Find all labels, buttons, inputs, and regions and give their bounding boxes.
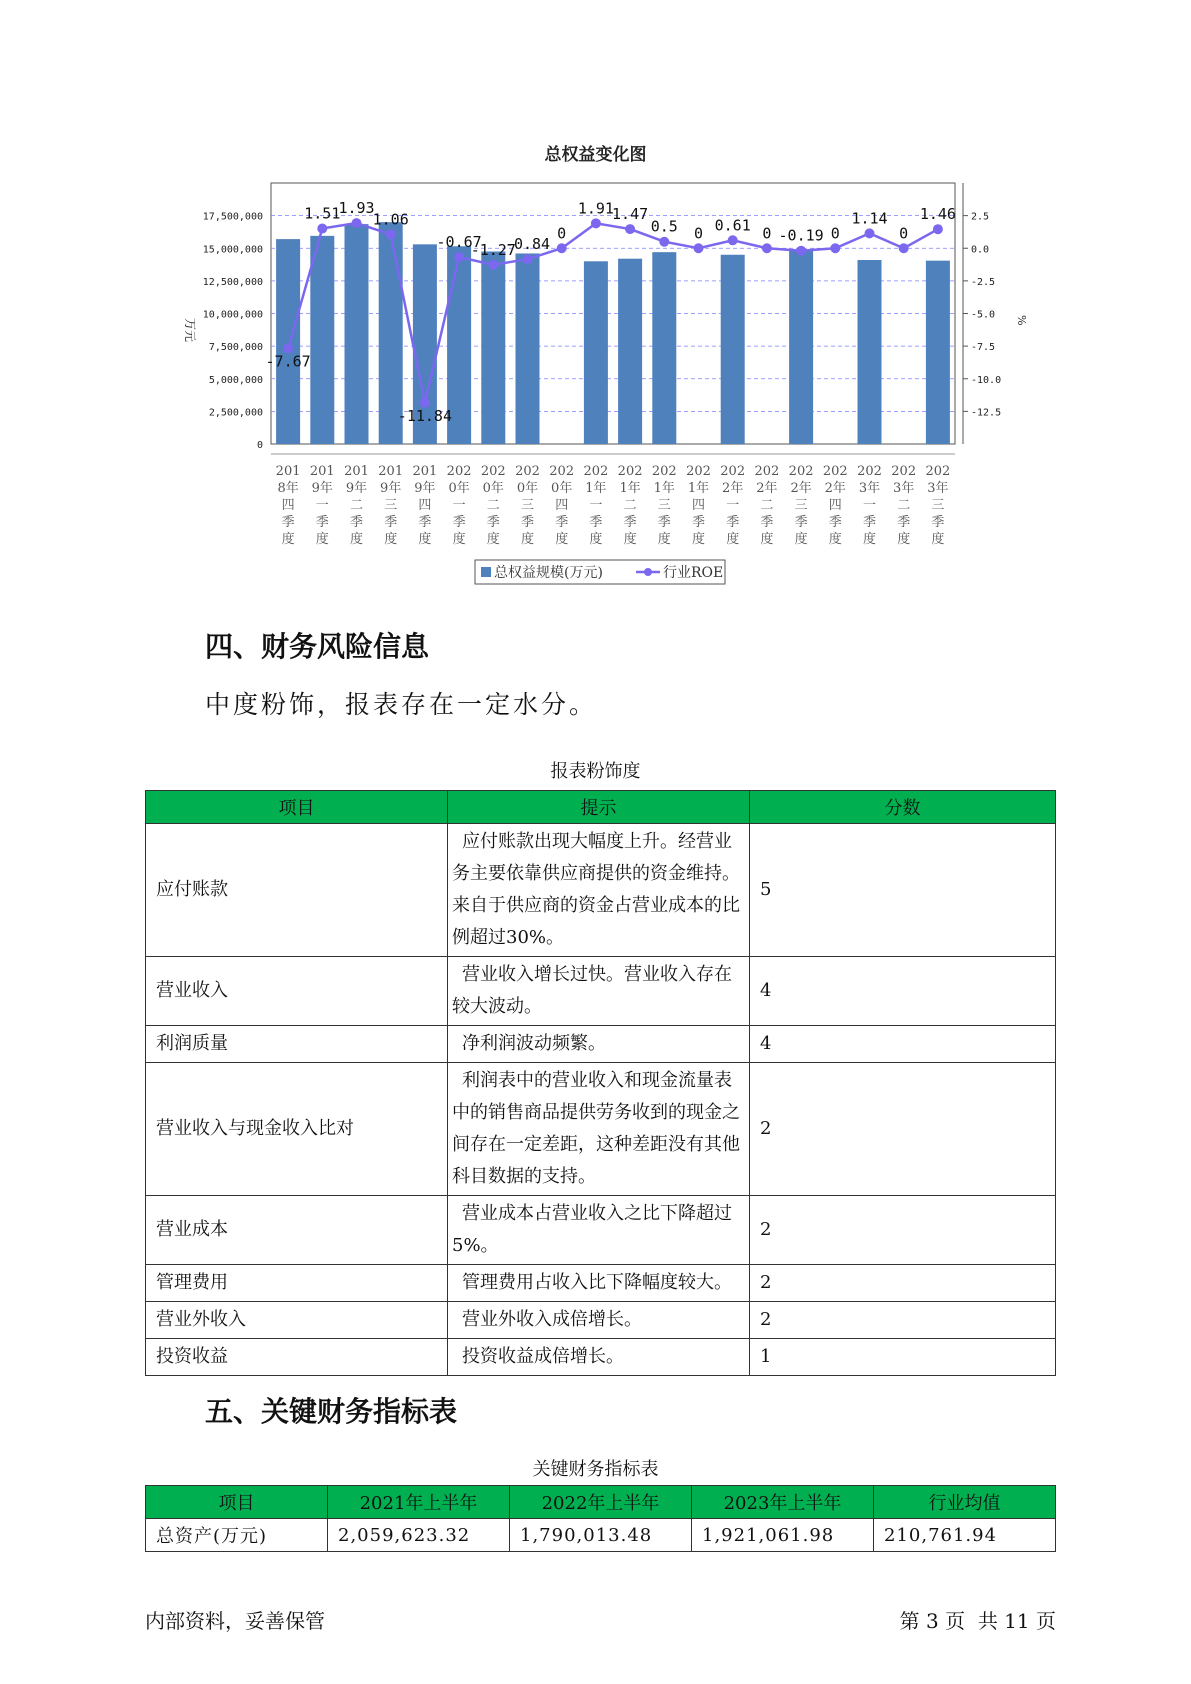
legend-line-label: 行业ROE [663, 565, 724, 581]
x-tick-label: 二 [897, 498, 911, 513]
x-tick-label: 201 [344, 464, 369, 479]
roe-point [865, 228, 875, 238]
bar [345, 224, 369, 444]
x-tick-label: 3年 [927, 481, 949, 496]
x-tick-label: 8年 [277, 481, 299, 496]
row-hint: 利润表中的营业收入和现金流量表中的销售商品提供劳务收到的现金之间存在一定差距，这种差距没有其他科目数据的支持。 [448, 1063, 750, 1196]
table-header-row [146, 1486, 1056, 1519]
x-tick-label: 度 [315, 532, 329, 547]
x-tick-label: 202 [651, 464, 677, 479]
row-item: 总资产(万元) [146, 1519, 328, 1552]
roe-data-label: -7.67 [265, 352, 311, 371]
table-row [146, 1063, 1056, 1196]
x-tick-label: 度 [897, 532, 911, 547]
y-tick-label: 0 [256, 440, 263, 451]
roe-point [728, 235, 738, 245]
roe-point [659, 237, 669, 247]
row-score: 4 [750, 957, 1056, 1026]
y2-tick-label: -2.5 [971, 276, 996, 288]
row-hint: 净利润波动频繁。 [448, 1026, 750, 1063]
bar [516, 253, 540, 444]
roe-point [317, 224, 327, 234]
bar [276, 239, 300, 444]
x-tick-label: 季 [520, 515, 535, 530]
roe-point [625, 224, 635, 234]
x-tick-label: 三 [520, 498, 535, 513]
row-item: 营业外收入 [146, 1302, 448, 1339]
y2-tick-label: -7.5 [971, 342, 996, 354]
x-tick-label: 季 [349, 515, 364, 530]
row-hint: 投资收益成倍增长。 [448, 1339, 750, 1376]
x-tick-label: 9年 [345, 481, 368, 496]
section5-title: 五、关键财务指标表 [205, 1395, 458, 1428]
bar [858, 260, 882, 444]
x-tick-label: 度 [418, 532, 432, 547]
table-row [146, 1265, 1056, 1302]
roe-data-label: 1.91 [577, 199, 614, 218]
x-tick-label: 201 [378, 464, 404, 479]
y-tick-label: 7,500,000 [208, 342, 263, 354]
x-tick-label: 1年 [653, 481, 675, 496]
x-tick-label: 202 [788, 464, 814, 479]
roe-data-label: 0 [557, 224, 567, 243]
roe-point [796, 246, 806, 256]
x-tick-label: 201 [275, 464, 301, 479]
roe-data-label: 0 [899, 224, 909, 243]
x-tick-label: 3年 [858, 481, 881, 496]
table-row [146, 1026, 1056, 1063]
roe-point [694, 243, 704, 253]
x-tick-label: 度 [384, 532, 398, 547]
roe-data-label: 0 [830, 224, 840, 243]
row-score: 2 [750, 1302, 1056, 1339]
x-tick-label: 一 [589, 498, 603, 513]
x-tick-label: 202 [446, 464, 472, 479]
x-tick-label: 202 [822, 464, 848, 479]
roe-point [591, 218, 601, 228]
x-tick-label: 季 [931, 515, 945, 530]
roe-point [762, 243, 772, 253]
x-tick-label: 度 [623, 532, 637, 547]
row-item: 投资收益 [146, 1339, 448, 1376]
x-tick-label: 度 [520, 532, 535, 547]
roe-data-label: 1.46 [919, 205, 956, 224]
row-value: 210,761.94 [874, 1519, 1056, 1552]
x-tick-label: 三 [657, 498, 671, 513]
row-value: 1,790,013.48 [510, 1519, 692, 1552]
y2-tick-label: 2.5 [971, 211, 990, 223]
x-tick-label: 度 [691, 532, 706, 547]
x-tick-label: 度 [452, 532, 466, 547]
x-tick-label: 9年 [311, 481, 333, 496]
roe-point [352, 218, 362, 228]
x-tick-label: 202 [857, 464, 882, 479]
x-tick-label: 1年 [619, 481, 641, 496]
x-tick-label: 一 [315, 498, 329, 513]
x-tick-label: 度 [862, 532, 877, 547]
header-item: 项目 [146, 1486, 328, 1519]
x-tick-label: 季 [897, 515, 911, 530]
roe-data-label: 1.06 [372, 210, 409, 229]
row-score: 4 [750, 1026, 1056, 1063]
footer-confidential: 内部资料，妥善保管 [145, 1609, 325, 1633]
y2-tick-label: 0.0 [971, 244, 990, 256]
section4-title: 四、财务风险信息 [205, 630, 430, 663]
x-tick-label: 四 [691, 498, 706, 513]
x-tick-label: 度 [760, 532, 774, 547]
x-tick-label: 度 [794, 532, 808, 547]
roe-data-label: 1.47 [612, 205, 649, 224]
x-tick-label: 季 [794, 515, 808, 530]
y-tick-label: 10,000,000 [202, 309, 263, 321]
x-tick-label: 一 [862, 498, 877, 513]
roe-point [488, 260, 498, 270]
x-tick-label: 季 [828, 515, 842, 530]
x-tick-label: 季 [315, 515, 329, 530]
roe-point [557, 243, 567, 253]
header-2022h1: 2022年上半年 [510, 1486, 692, 1519]
x-tick-label: 度 [931, 532, 945, 547]
table-row [146, 1302, 1056, 1339]
x-tick-label: 二 [623, 498, 637, 513]
roe-point [523, 254, 533, 264]
x-tick-label: 二 [486, 498, 500, 513]
row-item: 利润质量 [146, 1026, 448, 1063]
header-2023h1: 2023年上半年 [692, 1486, 874, 1519]
bar [481, 252, 505, 444]
x-tick-label: 季 [657, 515, 671, 530]
bar [310, 236, 334, 444]
roe-data-label: 1.93 [338, 199, 375, 218]
roe-point [830, 243, 840, 253]
roe-data-label: -0.19 [778, 226, 824, 245]
roe-data-label: 1.51 [304, 204, 341, 223]
row-hint: 营业外收入成倍增长。 [448, 1302, 750, 1339]
x-tick-label: 季 [418, 515, 432, 530]
y2-tick-label: -10.0 [971, 374, 1002, 386]
x-tick-label: 季 [691, 515, 706, 530]
equity-chart [0, 0, 1191, 600]
chart-title: 总权益变化图 [544, 145, 647, 165]
header-hint: 提示 [448, 791, 750, 824]
row-hint: 应付账款出现大幅度上升。经营业务主要依靠供应商提供的资金维持。来自于供应商的资金占营业成本的比例超过30%。 [448, 824, 750, 957]
x-tick-label: 9年 [414, 481, 436, 496]
legend-line-marker [644, 568, 652, 576]
bar [721, 255, 745, 444]
x-tick-label: 0年 [448, 481, 470, 496]
bar [618, 259, 642, 444]
whitewash-table [145, 790, 1056, 1376]
x-tick-label: 度 [555, 532, 569, 547]
x-tick-label: 0年 [482, 481, 504, 496]
header-2021h1: 2021年上半年 [328, 1486, 510, 1519]
table-row [146, 1196, 1056, 1265]
roe-point [454, 252, 464, 262]
x-tick-label: 度 [828, 532, 842, 547]
table-header-row [146, 791, 1056, 824]
x-tick-label: 202 [925, 464, 951, 479]
x-tick-label: 季 [623, 515, 637, 530]
roe-data-label: 0.61 [714, 216, 751, 235]
roe-point [899, 243, 909, 253]
table1-caption: 报表粉饰度 [550, 761, 641, 782]
roe-data-label: 0 [762, 224, 772, 243]
bar [789, 250, 813, 444]
roe-data-label: -0.84 [504, 235, 551, 254]
x-tick-label: 三 [384, 498, 398, 513]
roe-data-label: 0 [693, 224, 704, 243]
table2-caption: 关键财务指标表 [532, 1459, 659, 1480]
header-industry-avg: 行业均值 [874, 1486, 1056, 1519]
x-tick-label: 202 [480, 464, 506, 479]
x-tick-label: 三 [931, 498, 945, 513]
row-item: 管理费用 [146, 1265, 448, 1302]
row-score: 5 [750, 824, 1056, 957]
row-hint: 管理费用占收入比下降幅度较大。 [448, 1265, 750, 1302]
roe-point [386, 229, 396, 239]
y-tick-label: 17,500,000 [202, 211, 263, 223]
x-tick-label: 202 [891, 464, 917, 479]
roe-data-label: 1.14 [851, 209, 888, 228]
x-tick-label: 201 [309, 464, 335, 479]
x-tick-label: 9年 [380, 481, 402, 496]
legend-bar-label: 总权益规模(万元) [494, 565, 603, 581]
row-item: 营业收入 [146, 957, 448, 1026]
x-tick-label: 度 [589, 532, 603, 547]
row-item: 应付账款 [146, 824, 448, 957]
section4-text: 中度粉饰，报表存在一定水分。 [205, 690, 598, 719]
x-tick-label: 季 [452, 515, 466, 530]
row-hint: 营业收入增长过快。营业收入存在较大波动。 [448, 957, 750, 1026]
header-item: 项目 [146, 791, 448, 824]
roe-data-label: -11.84 [397, 406, 452, 425]
x-tick-label: 2年 [790, 481, 812, 496]
x-tick-label: 202 [549, 464, 575, 479]
x-tick-label: 202 [583, 464, 609, 479]
y2-axis-label: % [1015, 315, 1028, 326]
row-score: 2 [750, 1063, 1056, 1196]
y-tick-label: 2,500,000 [208, 407, 263, 419]
row-hint: 营业成本占营业收入之比下降超过5%。 [448, 1196, 750, 1265]
row-value: 1,921,061.98 [692, 1519, 874, 1552]
x-tick-label: 2年 [824, 481, 846, 496]
table-row [146, 824, 1056, 957]
x-tick-label: 度 [726, 532, 740, 547]
y2-tick-label: -5.0 [971, 309, 996, 321]
x-tick-label: 1年 [687, 481, 710, 496]
y-tick-label: 12,500,000 [202, 276, 263, 288]
y-tick-label: 5,000,000 [208, 374, 263, 386]
x-tick-label: 季 [486, 515, 500, 530]
x-tick-label: 2年 [756, 481, 778, 496]
x-tick-label: 季 [281, 515, 295, 530]
roe-point [933, 224, 943, 234]
x-tick-label: 度 [486, 532, 500, 547]
row-score: 2 [750, 1196, 1056, 1265]
row-value: 2,059,623.32 [328, 1519, 510, 1552]
x-tick-label: 季 [760, 515, 774, 530]
x-tick-label: 四 [555, 498, 569, 513]
x-tick-label: 三 [794, 498, 808, 513]
x-tick-label: 度 [349, 532, 364, 547]
bar [652, 252, 676, 444]
x-tick-label: 一 [452, 498, 466, 513]
x-tick-label: 四 [828, 498, 842, 513]
x-tick-label: 202 [515, 464, 540, 479]
table-row [146, 957, 1056, 1026]
x-tick-label: 二 [760, 498, 774, 513]
header-score: 分数 [750, 791, 1056, 824]
x-tick-label: 202 [720, 464, 746, 479]
table-row [146, 1519, 1056, 1552]
roe-data-label: -1.27 [470, 240, 516, 259]
x-tick-label: 四 [418, 498, 432, 513]
x-tick-label: 季 [555, 515, 569, 530]
row-score: 2 [750, 1265, 1056, 1302]
y-axis-label: 万元 [183, 318, 197, 343]
x-tick-label: 1年 [585, 481, 607, 496]
roe-data-label: 0.5 [650, 217, 678, 236]
row-score: 1 [750, 1339, 1056, 1376]
x-tick-label: 3年 [893, 481, 915, 496]
y-tick-label: 15,000,000 [202, 244, 263, 256]
x-tick-label: 度 [281, 532, 295, 547]
x-tick-label: 季 [862, 515, 877, 530]
legend-bar-swatch [481, 567, 491, 577]
x-tick-label: 一 [726, 498, 740, 513]
x-tick-label: 0年 [516, 481, 539, 496]
x-tick-label: 四 [281, 498, 295, 513]
key-metrics-table [145, 1485, 1056, 1552]
footer-page-number: 第 3 页 共 11 页 [899, 1609, 1056, 1633]
x-tick-label: 202 [754, 464, 780, 479]
x-tick-label: 季 [589, 515, 603, 530]
x-tick-label: 季 [384, 515, 398, 530]
table-row [146, 1339, 1056, 1376]
x-tick-label: 0年 [551, 481, 573, 496]
x-tick-label: 202 [617, 464, 643, 479]
row-item: 营业成本 [146, 1196, 448, 1265]
x-tick-label: 二 [349, 498, 364, 513]
x-tick-label: 201 [412, 464, 438, 479]
bar [584, 261, 608, 444]
roe-data-label: -0.67 [436, 232, 482, 251]
y2-tick-label: -12.5 [971, 407, 1002, 419]
x-tick-label: 度 [657, 532, 671, 547]
row-item: 营业收入与现金收入比对 [146, 1063, 448, 1196]
x-tick-label: 2年 [722, 481, 744, 496]
x-tick-label: 季 [726, 515, 740, 530]
bar [926, 261, 950, 444]
x-tick-label: 202 [686, 464, 711, 479]
